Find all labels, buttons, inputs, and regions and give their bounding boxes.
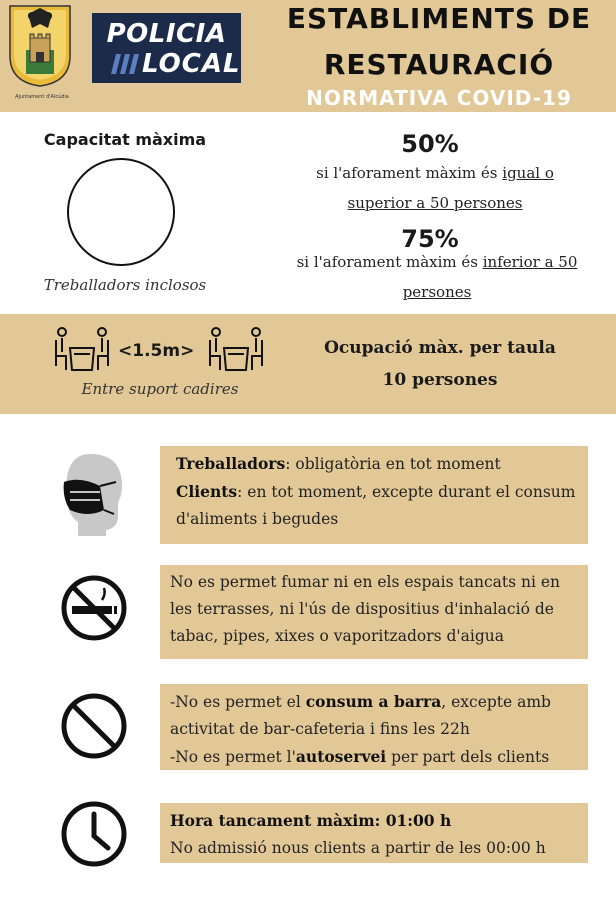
capacity-rule-50-underlined: igual o superior a 50 persones xyxy=(347,164,554,212)
capacity-rule-50 xyxy=(285,158,585,218)
police-logo xyxy=(92,13,241,83)
crest-caption: Ajuntament d'Alcúdia xyxy=(15,94,69,100)
page-subtitle: NORMATIVA COVID-19 xyxy=(306,86,572,110)
capacity-title: Capacitat màxima xyxy=(43,130,207,149)
closing-info-box xyxy=(160,803,588,863)
capacity-rule-50-text: si l'aforament màxim és xyxy=(316,164,503,182)
table-chairs-icon xyxy=(52,326,112,376)
bar-line2-post: per part dels clients xyxy=(386,748,550,766)
police-logo-line2: LOCAL xyxy=(142,49,241,79)
capacity-circle-icon xyxy=(67,158,175,266)
workers-text: : obligatòria en tot moment xyxy=(285,455,501,473)
capacity-note: Treballadors inclosos xyxy=(43,276,207,294)
bar-info-box xyxy=(160,684,588,770)
bar-line1-pre: -No es permet el xyxy=(170,693,306,711)
occupancy-title: Ocupació màx. per taula xyxy=(324,338,556,358)
page-title-line2: RESTAURACIÓ xyxy=(323,48,555,81)
clock-icon xyxy=(58,798,130,870)
clients-label: Clients xyxy=(176,482,238,501)
prohibited-icon xyxy=(58,690,130,762)
police-logo-line1: POLICIA xyxy=(106,19,227,49)
municipal-crest-icon xyxy=(8,4,72,88)
capacity-rule-75 xyxy=(282,247,592,307)
workers-label: Treballadors xyxy=(176,454,286,473)
capacity-rule-75-underlined: inferior a 50 persones xyxy=(402,253,578,301)
face-mask-icon xyxy=(60,452,130,536)
distance-note: Entre suport cadires xyxy=(81,380,239,398)
capacity-percent-50: 50% xyxy=(401,130,459,158)
capacity-rule-75-text: si l'aforament màxim és xyxy=(296,253,483,271)
bar-line2-pre: -No es permet l' xyxy=(170,748,296,766)
no-smoking-icon xyxy=(58,572,130,644)
distance-label: <1.5m> xyxy=(118,341,195,361)
bar-line1-bold: consum a barra xyxy=(305,692,442,711)
bar-line1-post: , excepte amb activitat de bar-cafeteria i fins les 22h xyxy=(170,693,551,738)
police-stripes-icon xyxy=(110,54,142,74)
smoking-info-box: No es permet fumar ni en els espais tancats ni en les terrasses, ni l'ús de dispositius d'inhalació de tabac, pipes, xixes o vaporitzadors d'aigua xyxy=(160,565,588,659)
page-title-line1: ESTABLIMENTS DE xyxy=(286,2,592,35)
capacity-percent-75: 75% xyxy=(401,225,459,253)
bar-line2-bold: autoservei xyxy=(295,747,387,766)
mask-info-box xyxy=(160,446,588,544)
table-chairs-icon xyxy=(206,326,266,376)
closing-text: No admissió nous clients a partir de les 00:00 h xyxy=(170,839,546,857)
occupancy-value: 10 persones xyxy=(382,370,498,390)
closing-title: Hora tancament màxim: 01:00 h xyxy=(170,811,452,830)
clients-text: : en tot moment, excepte durant el consum d'aliments i begudes xyxy=(176,483,576,528)
